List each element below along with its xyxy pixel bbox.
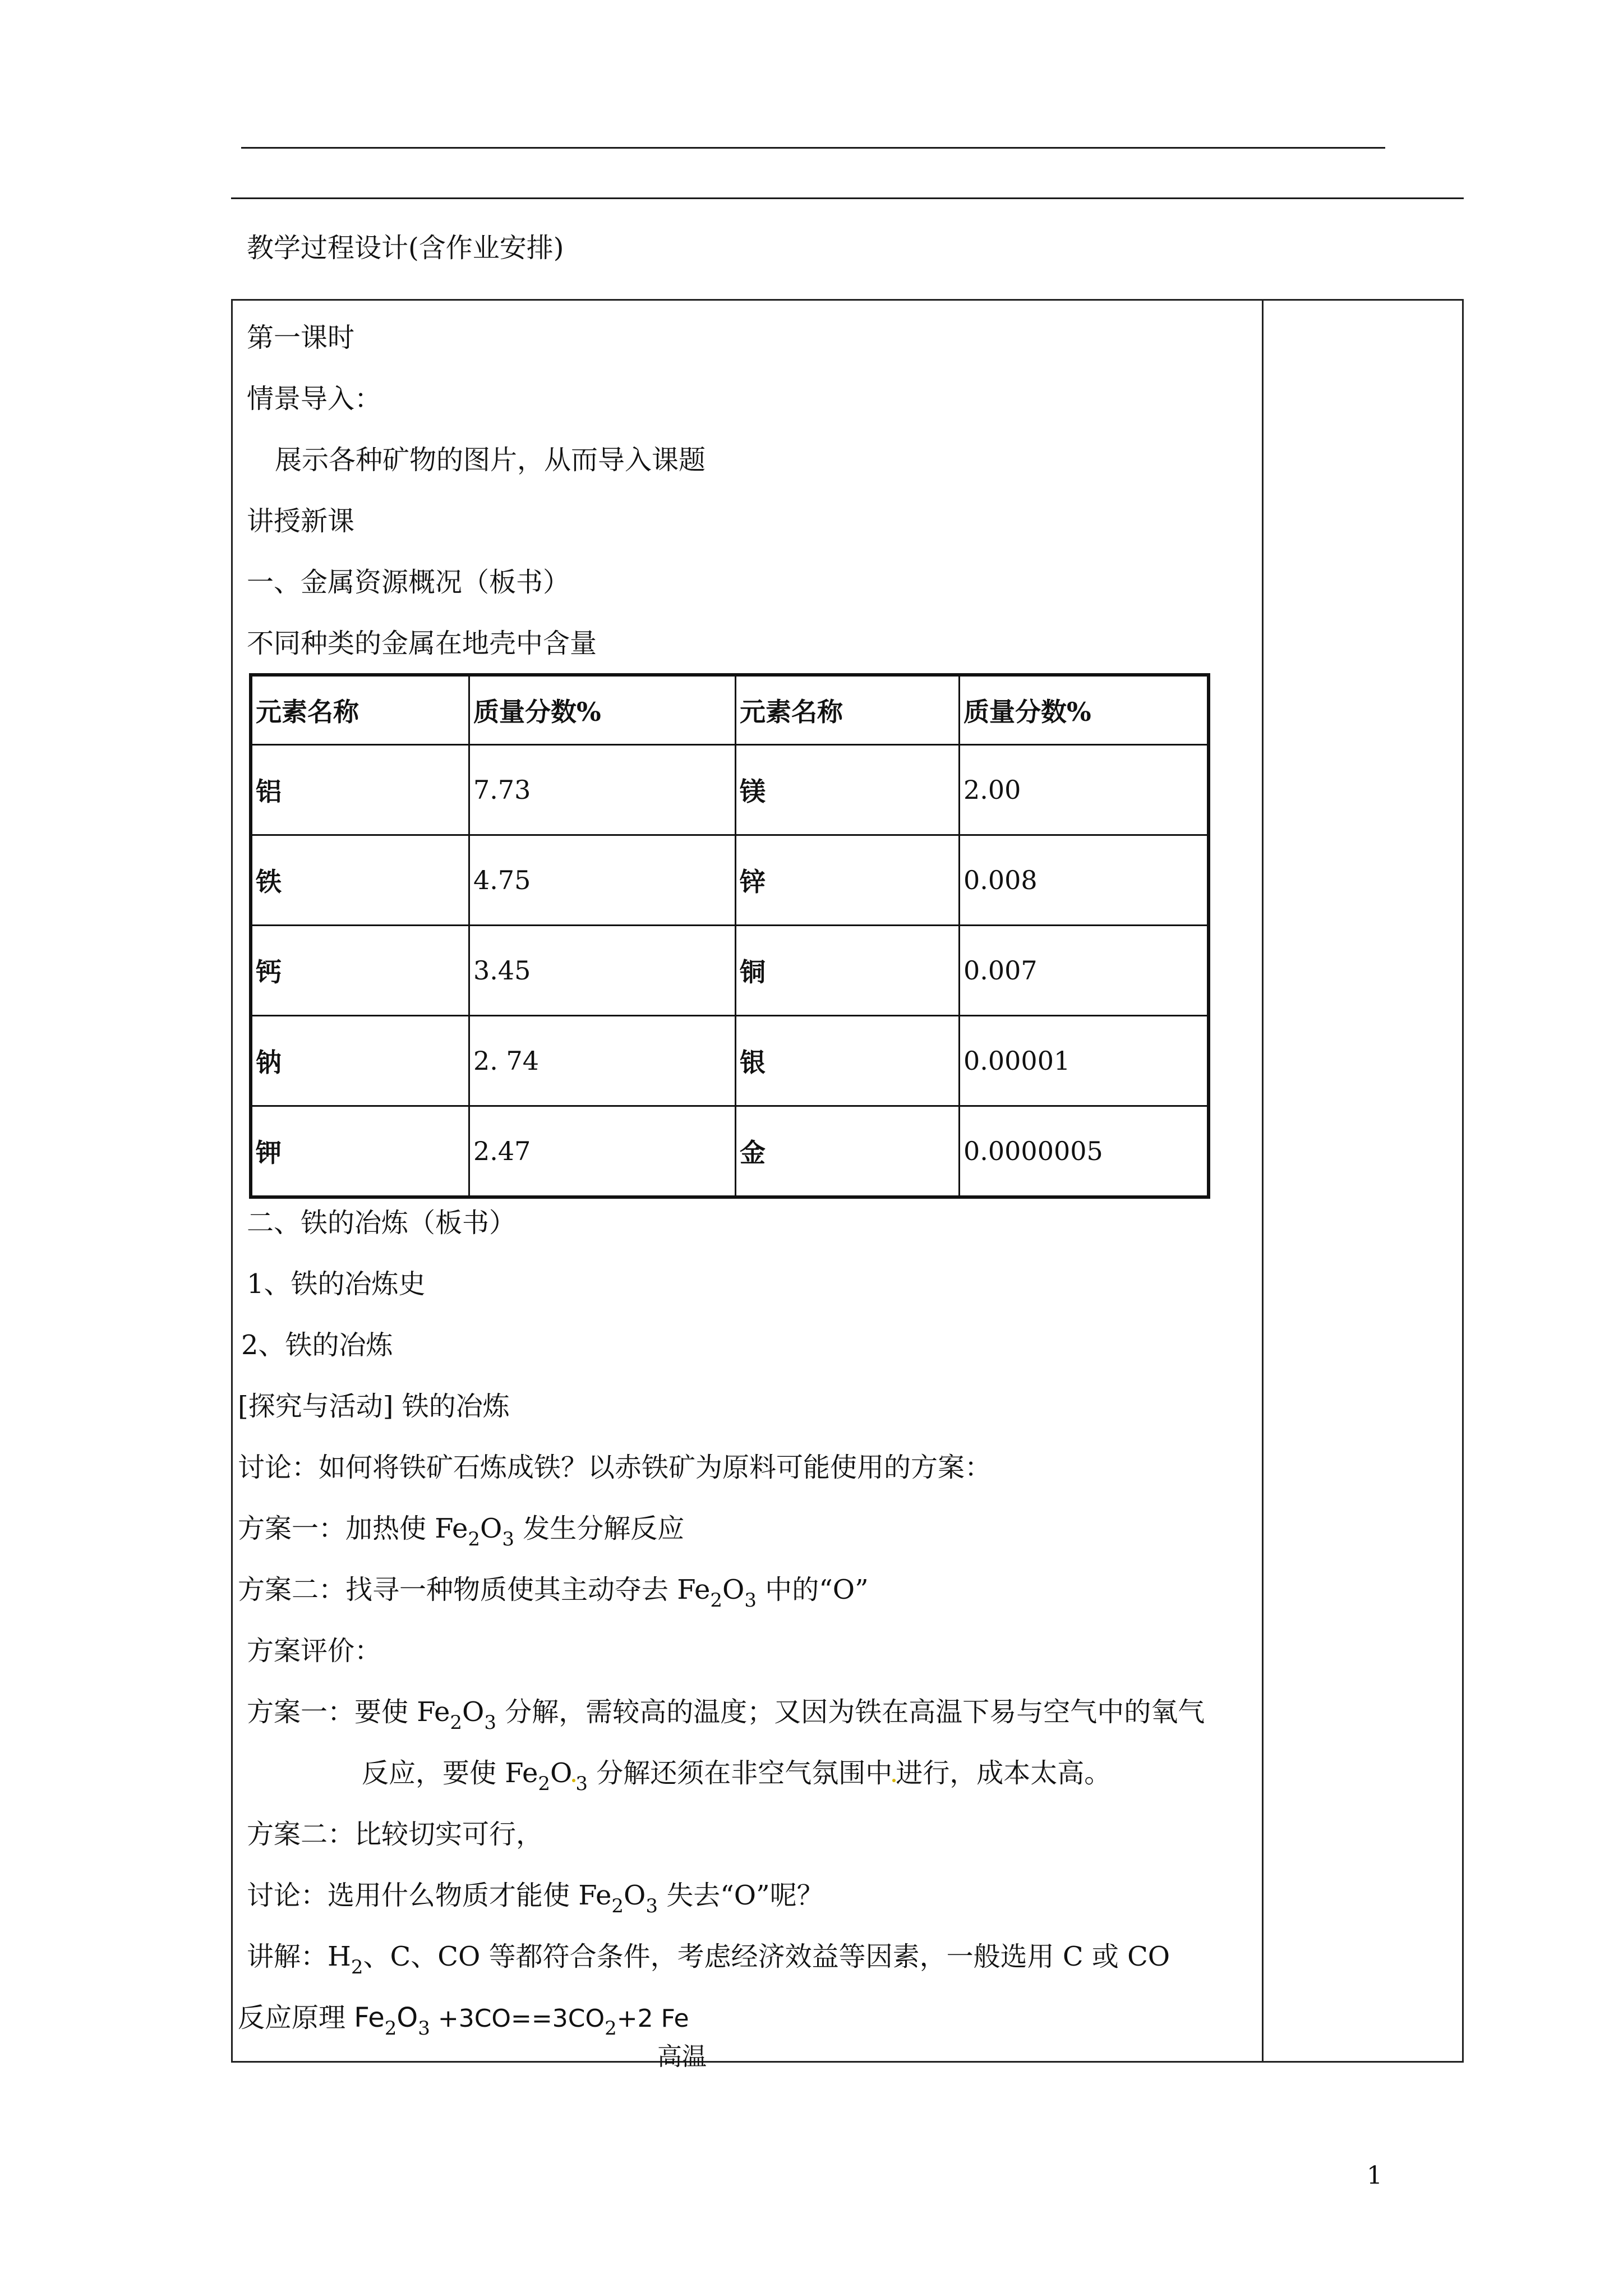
explanation-text: 讲解：H [247,1941,351,1972]
subscript: 2 [351,1956,363,1978]
element-name: 锌 [736,835,960,926]
mass-fraction: 2.47 [469,1106,736,1198]
discussion-2-text: 讨论：选用什么物质才能使 Fe [247,1880,612,1911]
subscript: 3 [645,1895,658,1917]
table-row [251,835,1209,926]
reaction-label: 反应原理 [238,2002,354,2033]
reaction-end: +2 Fe [616,2004,689,2033]
subscript: 3 [418,2017,430,2040]
element-name: 铁 [251,835,469,926]
lesson-frame-divider [1262,299,1264,2063]
table-row [251,1106,1209,1198]
plan-1-text: 方案一：加热使 Fe [238,1513,468,1544]
formula-letter: O [550,1757,573,1789]
plan-2-text-end: 中的“O” [757,1574,869,1605]
mass-fraction: 0.007 [960,926,1209,1016]
mass-fraction: 0.00001 [960,1016,1209,1106]
table-header-cell: 质量分数% [469,675,736,745]
element-name: 钠 [251,1016,469,1106]
table-caption: 不同种类的金属在地壳中含量 [247,628,597,659]
mass-fraction: 3.45 [469,926,736,1016]
discussion-2 [247,1879,824,1917]
element-name: 银 [736,1016,960,1106]
discussion-1: 讨论：如何将铁矿石炼成铁？以赤铁矿为原料可能使用的方案： [238,1452,992,1483]
metal-abundance-table [249,673,1210,1199]
evaluation-1-text-end: 分解，需较高的温度；又因为铁在高温下易与空气中的氧气 [496,1696,1205,1728]
page-number: 1 [1367,2161,1382,2190]
evaluation-1-cont-end: 进行，成本太高。 [896,1757,1112,1789]
item-2: 2、铁的冶炼 [241,1329,393,1361]
evaluation-1-continued [362,1756,1112,1795]
reaction-middle: +3CO==3CO [430,2004,605,2033]
reaction-equation [238,2001,689,2040]
intro-text: 展示各种矿物的图片，从而导入课题 [275,444,706,476]
new-lesson-heading: 讲授新课 [247,505,355,537]
plan-2 [238,1573,869,1612]
evaluation-heading: 方案评价： [247,1635,382,1667]
element-name: 钙 [251,926,469,1016]
formula-fe: Fe [354,2002,385,2033]
explanation-text-end: 、C、CO 等都符合条件，考虑经济效益等因素，一般选用 C 或 CO [363,1941,1170,1972]
mass-fraction: 2.00 [960,745,1209,835]
plan-1-text-end: 发生分解反应 [514,1513,685,1544]
evaluation-1-text: 方案一：要使 Fe [247,1696,450,1728]
item-1: 1、铁的冶炼史 [247,1268,426,1300]
explanation [247,1940,1170,1978]
section-1-heading: 一、金属资源概况（板书） [247,567,570,598]
section-2-heading: 二、铁的冶炼（板书） [247,1207,517,1239]
mass-fraction: 0.008 [960,835,1209,926]
subscript: 2 [450,1711,462,1734]
table-row [251,745,1209,835]
table-header-cell: 质量分数% [960,675,1209,745]
subscript: 2 [605,2017,617,2040]
plan-1 [238,1512,685,1550]
subscript: 3 [484,1711,496,1734]
evaluation-2: 方案二：比较切实可行， [247,1819,543,1850]
formula-letter: O [396,2002,418,2033]
table-header-cell: 元素名称 [251,675,469,745]
subscript: 2 [384,2017,397,2040]
element-name: 金 [736,1106,960,1198]
formula-letter: O [480,1513,502,1544]
subscript: 2 [611,1895,624,1917]
header-rule-top [241,147,1385,149]
subscript: 3 [575,1773,588,1795]
subscript: 3 [502,1528,514,1550]
element-name: 铝 [251,745,469,835]
mass-fraction: 4.75 [469,835,736,926]
header-rule-bottom [231,197,1464,199]
element-name: 钾 [251,1106,469,1198]
mass-fraction: 7.73 [469,745,736,835]
subscript: 2 [710,1589,722,1612]
section-title: 教学过程设计(含作业安排) [247,232,564,264]
evaluation-1-cont-text: 反应，要使 Fe [362,1757,538,1789]
intro-heading: 情景导入： [247,383,382,415]
subscript: 3 [744,1589,757,1612]
lesson-period: 第一课时 [247,322,355,353]
formula-letter: O [462,1696,485,1728]
discussion-2-text-end: 失去“O”呢？ [658,1880,824,1911]
table-header-cell: 元素名称 [736,675,960,745]
reaction-condition: 高温 [657,2042,707,2071]
subscript: 2 [538,1773,550,1795]
element-name: 镁 [736,745,960,835]
mass-fraction: 0.0000005 [960,1106,1209,1198]
element-name: 铜 [736,926,960,1016]
subscript: 2 [468,1528,480,1550]
evaluation-1-cont-mid: 分解还须在非空气氛围中 [588,1757,893,1789]
formula-letter: O [722,1574,745,1605]
mass-fraction: 2. 74 [469,1016,736,1106]
table-header-row [251,675,1209,745]
plan-2-text: 方案二：找寻一种物质使其主动夺去 Fe [238,1574,711,1605]
activity-heading: [探究与活动] 铁的冶炼 [238,1391,510,1422]
evaluation-1 [247,1695,1205,1734]
formula-letter: O [624,1880,646,1911]
table-row [251,1016,1209,1106]
table-row [251,926,1209,1016]
